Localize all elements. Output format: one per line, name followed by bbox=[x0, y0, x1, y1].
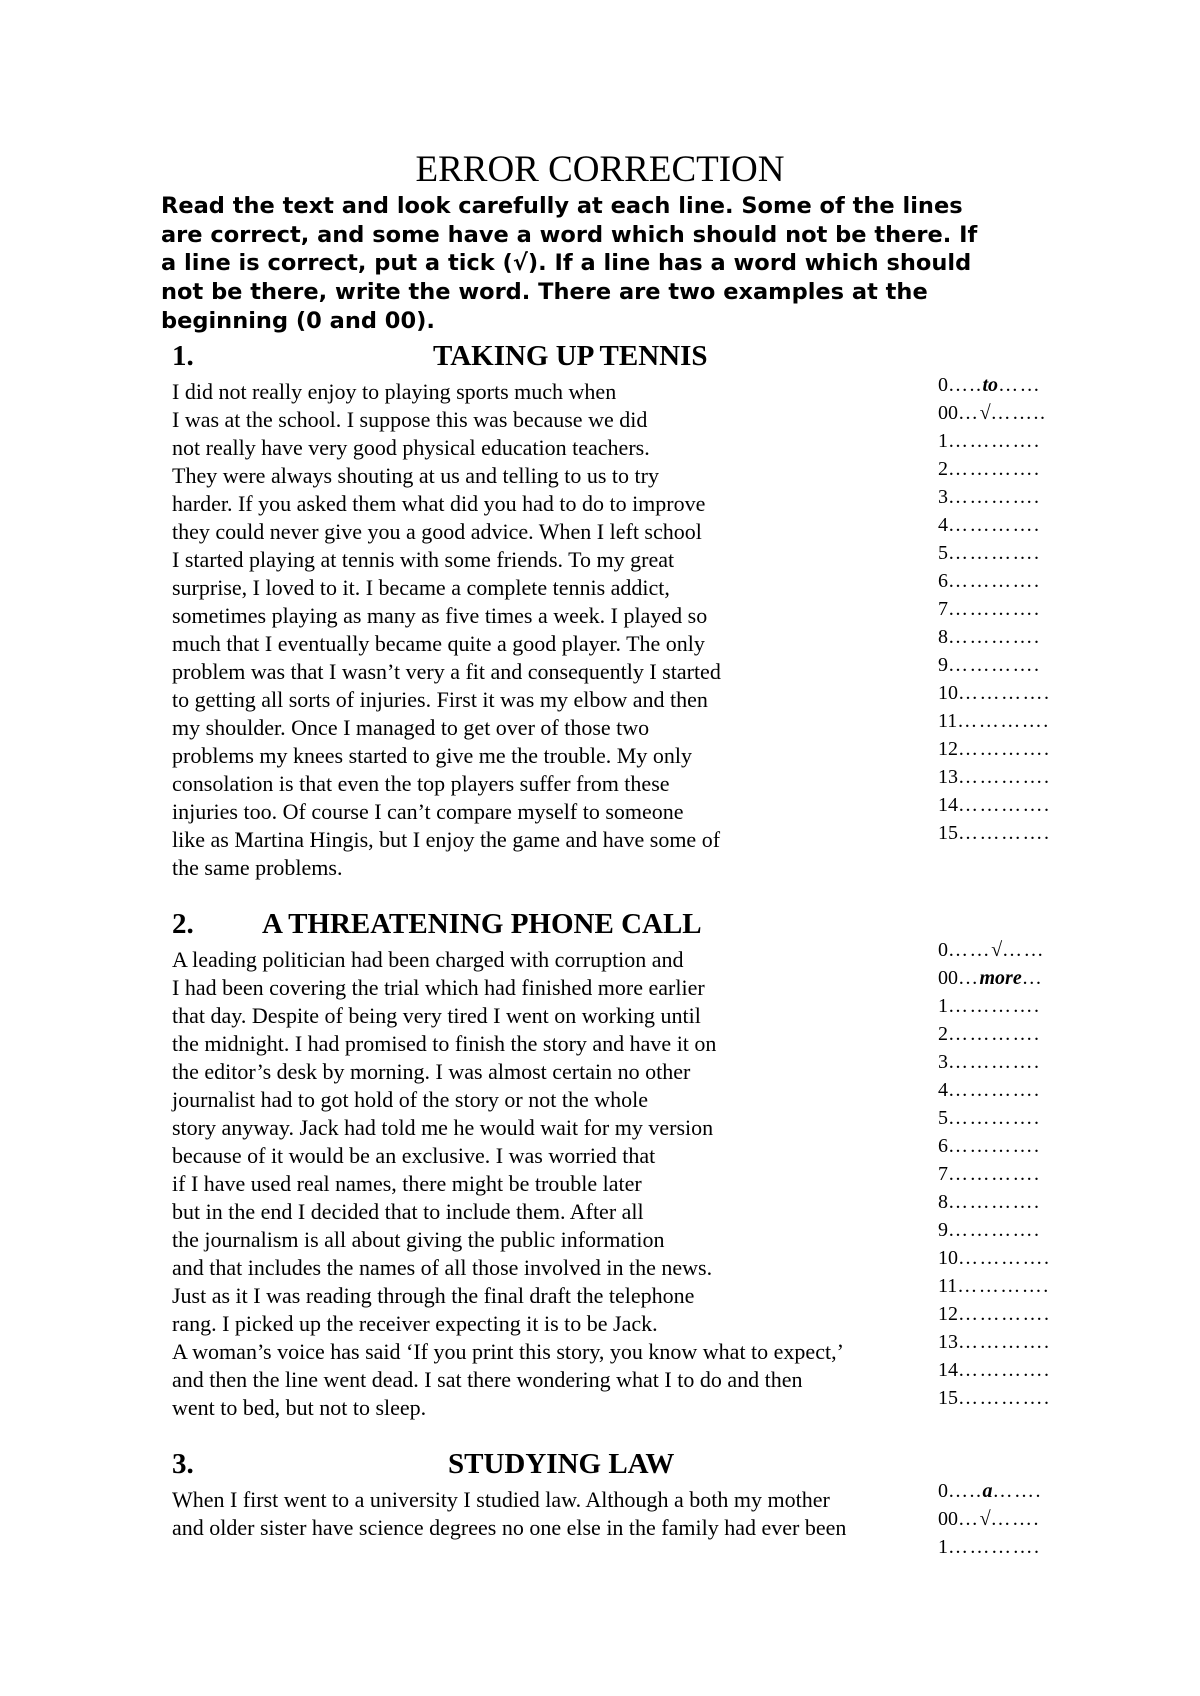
text-line: I had been covering the trial which had finished more earlier bbox=[172, 975, 705, 1000]
answer-dots: …………. bbox=[958, 1387, 1051, 1409]
answer-line[interactable] bbox=[938, 707, 1051, 735]
text-line: sometimes playing as many as five times a week. I played so bbox=[172, 603, 708, 628]
answer-dots: …………. bbox=[948, 626, 1041, 648]
answer-dots: ……. bbox=[990, 1508, 1040, 1530]
answer-dots: …………. bbox=[948, 1051, 1041, 1073]
answer-dots: …………. bbox=[958, 1247, 1051, 1269]
answer-number: 13 bbox=[938, 766, 958, 788]
text-line: went to bed, but not to sleep. bbox=[172, 1395, 427, 1420]
answer-number: 8 bbox=[938, 1191, 948, 1213]
answer-dots: …………. bbox=[957, 710, 1050, 732]
text-line: I did not really enjoy to playing sports much when bbox=[172, 379, 617, 404]
text-line: to getting all sorts of injuries. First it was my elbow and then bbox=[172, 687, 708, 712]
text-line: the editor’s desk by morning. I was almost certain no other bbox=[172, 1059, 691, 1084]
answer-number: 0 bbox=[938, 1480, 948, 1502]
text-line: problem was that I wasn’t very a fit and consequently I started bbox=[172, 659, 721, 684]
text-line: I started playing at tennis with some friends. To my great bbox=[172, 547, 675, 572]
answer-number: 5 bbox=[938, 1107, 948, 1129]
text-line: if I have used real names, there might be trouble later bbox=[172, 1171, 642, 1196]
instruction-line: are correct, and some have a word which should not be there. If bbox=[161, 221, 978, 248]
answer-number: 14 bbox=[938, 1359, 958, 1381]
answer-dots: …………. bbox=[948, 514, 1041, 536]
answer-line[interactable] bbox=[938, 1216, 1051, 1244]
answer-number: 00 bbox=[938, 967, 958, 989]
answer-line[interactable] bbox=[938, 539, 1051, 567]
answer-line[interactable] bbox=[938, 1533, 1042, 1561]
answer-number: 8 bbox=[938, 626, 948, 648]
text-line: but in the end I decided that to include them. After all bbox=[172, 1199, 644, 1224]
answer-number: 10 bbox=[938, 682, 958, 704]
answer-number: 4 bbox=[938, 514, 948, 536]
answer-number: 13 bbox=[938, 1331, 958, 1353]
text-line: consolation is that even the top players suffer from these bbox=[172, 771, 670, 796]
answer-line[interactable] bbox=[938, 1076, 1051, 1104]
text-line: and then the line went dead. I sat there wondering what I to do and then bbox=[172, 1367, 803, 1392]
answer-line[interactable] bbox=[938, 511, 1051, 539]
answer-dots: …………. bbox=[948, 1023, 1041, 1045]
answer-line[interactable] bbox=[938, 791, 1051, 819]
answer-line[interactable] bbox=[938, 1048, 1051, 1076]
text-line: they could never give you a good advice. When I left school bbox=[172, 519, 702, 544]
answer-example-word: to bbox=[982, 374, 999, 396]
section-number: 2. bbox=[172, 908, 194, 940]
text-line: I was at the school. I suppose this was because we did bbox=[172, 407, 648, 432]
answer-line[interactable] bbox=[938, 1328, 1051, 1356]
answer-dots: …………. bbox=[958, 1359, 1051, 1381]
answer-example-word: √ bbox=[991, 939, 1002, 961]
answer-dots: …………. bbox=[948, 654, 1041, 676]
answer-dots: …………. bbox=[948, 1107, 1041, 1129]
answer-number: 9 bbox=[938, 654, 948, 676]
answer-column bbox=[938, 371, 1051, 847]
answer-number: 1 bbox=[938, 1536, 948, 1558]
section-text bbox=[172, 1486, 846, 1542]
answer-line[interactable] bbox=[938, 371, 1051, 399]
text-line: not really have very good physical education teachers. bbox=[172, 435, 650, 460]
answer-number: 14 bbox=[938, 794, 958, 816]
section-number: 3. bbox=[172, 1448, 194, 1480]
answer-line[interactable] bbox=[938, 763, 1051, 791]
answer-number: 7 bbox=[938, 1163, 948, 1185]
answer-dots: …………. bbox=[948, 486, 1041, 508]
section-title: A THREATENING PHONE CALL bbox=[262, 908, 702, 940]
page-title: ERROR CORRECTION bbox=[415, 149, 785, 190]
answer-number: 3 bbox=[938, 486, 948, 508]
answer-number: 15 bbox=[938, 822, 958, 844]
answer-number: 0 bbox=[938, 374, 948, 396]
answer-dots: …………. bbox=[948, 542, 1041, 564]
answer-number: 1 bbox=[938, 995, 948, 1017]
answer-dots: ….. bbox=[948, 1480, 983, 1502]
answer-example-word: √ bbox=[979, 1508, 991, 1530]
instruction-line: not be there, write the word. There are two examples at the bbox=[161, 279, 928, 306]
answer-dots: …………. bbox=[948, 430, 1041, 452]
answer-number: 5 bbox=[938, 542, 948, 564]
section-title: TAKING UP TENNIS bbox=[433, 340, 708, 372]
answer-line[interactable] bbox=[938, 735, 1051, 763]
text-line: and older sister have science degrees no one else in the family had ever been bbox=[172, 1515, 847, 1540]
section-text bbox=[172, 946, 844, 1422]
text-line: my shoulder. Once I managed to get over of those two bbox=[172, 715, 650, 740]
answer-dots: …… bbox=[948, 939, 991, 961]
answer-number: 6 bbox=[938, 570, 948, 592]
answer-dots: …………. bbox=[948, 1163, 1041, 1185]
answer-line[interactable] bbox=[938, 1020, 1051, 1048]
answer-dots: …….. bbox=[990, 402, 1047, 424]
answer-line[interactable] bbox=[938, 595, 1051, 623]
text-line: A leading politician had been charged with corruption and bbox=[172, 947, 684, 972]
answer-number: 12 bbox=[938, 1303, 958, 1325]
text-line: much that I eventually became quite a good player. The only bbox=[172, 631, 705, 656]
text-line: and that includes the names of all those involved in the news. bbox=[172, 1255, 713, 1280]
answer-dots: …………. bbox=[958, 1303, 1051, 1325]
answer-dots: …………. bbox=[957, 1275, 1050, 1297]
answer-line[interactable] bbox=[938, 1104, 1051, 1132]
text-line: that day. Despite of being very tired I went on working until bbox=[172, 1003, 701, 1028]
answer-dots: …………. bbox=[958, 1331, 1051, 1353]
answer-dots: …… bbox=[1001, 939, 1045, 961]
answer-line[interactable] bbox=[938, 455, 1051, 483]
answer-dots: … bbox=[958, 967, 980, 989]
answer-line[interactable] bbox=[938, 936, 1051, 964]
section-number: 1. bbox=[172, 340, 194, 372]
answer-example-word: more bbox=[979, 967, 1022, 989]
answer-line[interactable] bbox=[938, 427, 1051, 455]
answer-number: 0 bbox=[938, 939, 948, 961]
answer-number: 12 bbox=[938, 738, 958, 760]
answer-number: 9 bbox=[938, 1219, 948, 1241]
instruction-line: beginning (0 and 00). bbox=[161, 307, 435, 334]
answer-example-word: √ bbox=[979, 402, 991, 424]
text-line: injuries too. Of course I can’t compare myself to someone bbox=[172, 799, 684, 824]
answer-number: 3 bbox=[938, 1051, 948, 1073]
answer-line[interactable] bbox=[938, 1356, 1051, 1384]
text-line: surprise, I loved to it. I became a complete tennis addict, bbox=[172, 575, 670, 600]
answer-line[interactable] bbox=[938, 1300, 1051, 1328]
answer-line[interactable] bbox=[938, 399, 1051, 427]
answer-line[interactable] bbox=[938, 819, 1051, 847]
text-line: the same problems. bbox=[172, 855, 343, 880]
instructions bbox=[161, 192, 1061, 336]
text-line: rang. I picked up the receiver expecting it is to be Jack. bbox=[172, 1311, 658, 1336]
answer-dots: …………. bbox=[948, 598, 1041, 620]
answer-column bbox=[938, 1477, 1042, 1561]
answer-dots: … bbox=[958, 1508, 980, 1530]
text-line: They were always shouting at us and telling to us to try bbox=[172, 463, 659, 488]
answer-dots: …………. bbox=[948, 1135, 1041, 1157]
answer-line[interactable] bbox=[938, 1188, 1051, 1216]
answer-number: 00 bbox=[938, 1508, 958, 1530]
answer-line[interactable] bbox=[938, 1244, 1051, 1272]
answer-dots: …………. bbox=[958, 766, 1051, 788]
answer-number: 2 bbox=[938, 458, 948, 480]
answer-dots: …………. bbox=[948, 1536, 1041, 1558]
answer-line[interactable] bbox=[938, 1272, 1051, 1300]
answer-dots: …………. bbox=[948, 995, 1041, 1017]
text-line: story anyway. Jack had told me he would wait for my version bbox=[172, 1115, 714, 1140]
answer-dots: …………. bbox=[948, 1191, 1041, 1213]
answer-dots: …………. bbox=[958, 682, 1051, 704]
instruction-line: a line is correct, put a tick (√). If a line has a word which should bbox=[161, 250, 972, 277]
answer-dots: …………. bbox=[948, 1079, 1041, 1101]
instruction-line: Read the text and look carefully at each line. Some of the lines bbox=[161, 193, 963, 219]
answer-line[interactable] bbox=[938, 679, 1051, 707]
answer-line[interactable] bbox=[938, 992, 1051, 1020]
text-line: the journalism is all about giving the public information bbox=[172, 1227, 665, 1252]
answer-dots: … bbox=[1021, 967, 1044, 989]
answer-example-word: a bbox=[982, 1480, 993, 1502]
answer-number: 7 bbox=[938, 598, 948, 620]
answer-line[interactable] bbox=[938, 1477, 1042, 1505]
answer-number: 15 bbox=[938, 1387, 958, 1409]
answer-line[interactable] bbox=[938, 483, 1051, 511]
section-title: STUDYING LAW bbox=[448, 1448, 675, 1480]
answer-number: 11 bbox=[938, 710, 958, 732]
answer-dots: …………. bbox=[958, 794, 1051, 816]
answer-line[interactable] bbox=[938, 623, 1051, 651]
answer-number: 4 bbox=[938, 1079, 948, 1101]
answer-number: 11 bbox=[938, 1275, 958, 1297]
answer-number: 6 bbox=[938, 1135, 948, 1157]
answer-column bbox=[938, 936, 1051, 1412]
answer-dots: ….. bbox=[948, 374, 983, 396]
answer-line[interactable] bbox=[938, 1160, 1051, 1188]
answer-line[interactable] bbox=[938, 1132, 1051, 1160]
answer-dots: …… bbox=[998, 374, 1042, 396]
answer-dots: ……. bbox=[992, 1480, 1042, 1502]
text-line: problems my knees started to give me the trouble. My only bbox=[172, 743, 692, 768]
answer-dots: …………. bbox=[958, 822, 1051, 844]
text-line: because of it would be an exclusive. I was worried that bbox=[172, 1143, 656, 1168]
answer-dots: …………. bbox=[958, 738, 1051, 760]
answer-number: 00 bbox=[938, 402, 958, 424]
text-line: harder. If you asked them what did you had to do to improve bbox=[172, 491, 706, 516]
answer-dots: …………. bbox=[948, 1219, 1041, 1241]
text-line: Just as it I was reading through the final draft the telephone bbox=[172, 1283, 695, 1308]
answer-number: 10 bbox=[938, 1247, 958, 1269]
answer-line[interactable] bbox=[938, 1505, 1042, 1533]
text-line: the midnight. I had promised to finish the story and have it on bbox=[172, 1031, 717, 1056]
text-line: When I first went to a university I studied law. Although a both my mother bbox=[172, 1487, 830, 1512]
answer-line[interactable] bbox=[938, 567, 1051, 595]
answer-line[interactable] bbox=[938, 964, 1051, 992]
answer-number: 1 bbox=[938, 430, 948, 452]
text-line: A woman’s voice has said ‘If you print this story, you know what to expect,’ bbox=[172, 1339, 844, 1364]
answer-dots: …………. bbox=[948, 458, 1041, 480]
answer-dots: …………. bbox=[948, 570, 1041, 592]
text-line: journalist had to got hold of the story or not the whole bbox=[172, 1087, 648, 1112]
answer-dots: … bbox=[958, 402, 980, 424]
answer-line[interactable] bbox=[938, 651, 1051, 679]
answer-number: 2 bbox=[938, 1023, 948, 1045]
text-line: like as Martina Hingis, but I enjoy the game and have some of bbox=[172, 827, 721, 852]
section-text bbox=[172, 378, 721, 882]
answer-line[interactable] bbox=[938, 1384, 1051, 1412]
